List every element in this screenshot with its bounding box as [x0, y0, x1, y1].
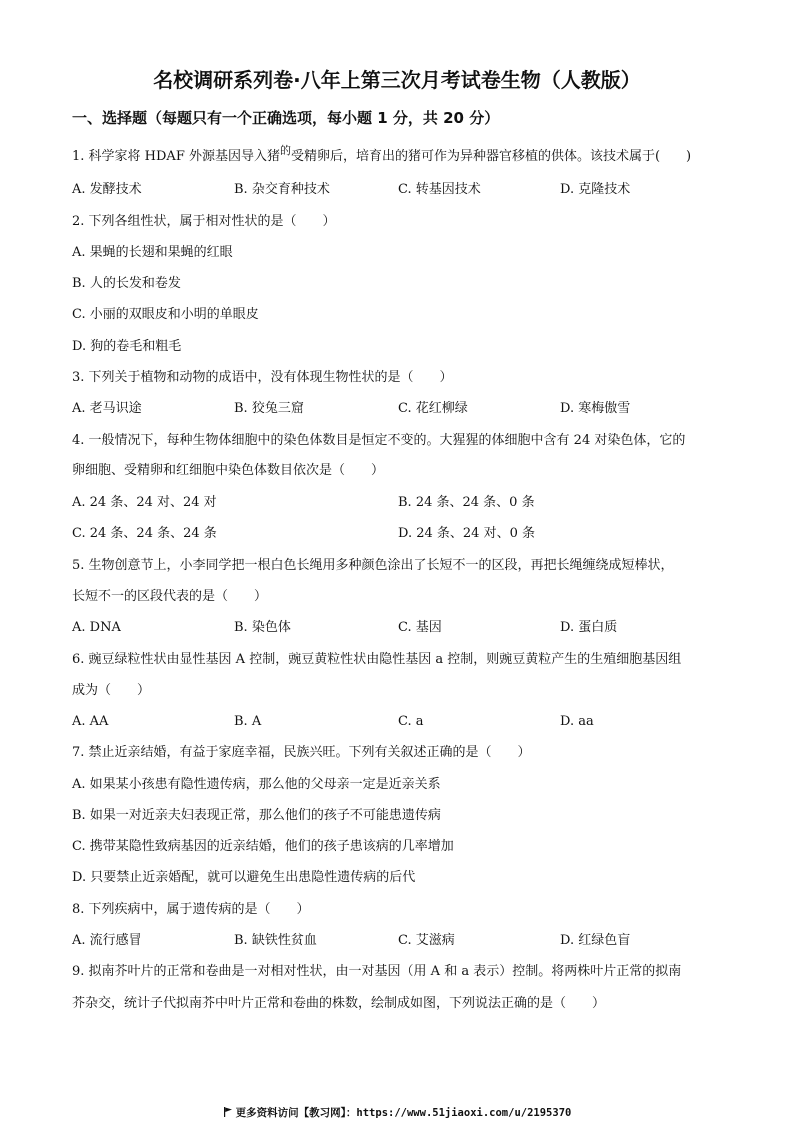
question-2-option-a: A. 果蝇的长翅和果蝇的红眼 [72, 245, 233, 260]
question-7-option-c: C. 携带某隐性致病基因的近亲结婚，他们的孩子患该病的几率增加 [72, 839, 454, 854]
question-4-option-d: D. 24 条、24 对、0 条 [398, 526, 535, 541]
footer-text: 更多资料访问【教习网】：https://www.51jiaoxi.com/u/2195370 [235, 1107, 572, 1119]
question-1-option-d: D. 克隆技术 [560, 182, 631, 197]
question-4-option-a: A. 24 条、24 对、24 对 [72, 495, 217, 510]
question-5-stem-line-1: 5. 生物创意节上，小李同学把一根白色长绳用多种颜色涂出了长短不一的区段，再把长绳缠绕成短棒状， [72, 558, 674, 573]
question-8-option-b: B. 缺铁性贫血 [234, 933, 317, 948]
question-2-option-d: D. 狗的卷毛和粗毛 [72, 339, 182, 354]
question-8-option-c: C. 艾滋病 [398, 933, 455, 948]
question-2-stem: 2. 下列各组性状，属于相对性状的是（ ） [72, 214, 336, 229]
question-5-option-b: B. 染色体 [234, 620, 291, 635]
question-3-option-b: B. 狡兔三窟 [234, 401, 304, 416]
question-7-option-b: B. 如果一对近亲夫妇表现正常，那么他们的孩子不可能患遗传病 [72, 808, 441, 823]
question-2-option-c: C. 小丽的双眼皮和小明的单眼皮 [72, 307, 259, 322]
question-8-option-d: D. 红绿色盲 [560, 933, 631, 948]
question-5-option-d: D. 蛋白质 [560, 620, 618, 635]
question-1-superscript: 的 [279, 144, 291, 157]
question-7-option-d: D. 只要禁止近亲婚配，就可以避免生出患隐性遗传病的后代 [72, 870, 416, 885]
question-4-option-b: B. 24 条、24 条、0 条 [398, 495, 535, 510]
question-5-option-a: A. DNA [72, 620, 121, 635]
question-7-stem: 7. 禁止近亲结婚，有益于家庭幸福，民族兴旺。下列有关叙述正确的是（ ） [72, 745, 531, 760]
question-6-option-b: B. A [234, 714, 262, 729]
question-6-stem-line-1: 6. 豌豆绿粒性状由显性基因 A 控制，豌豆黄粒性状由隐性基因 a 控制，则豌豆黄粒产生的生殖细胞基因组 [72, 652, 682, 667]
flag-icon [223, 1107, 233, 1117]
question-2-option-b: B. 人的长发和卷发 [72, 276, 181, 291]
question-7-option-a: A. 如果某小孩患有隐性遗传病，那么他的父母亲一定是近亲关系 [72, 777, 441, 792]
question-9-stem-line-2: 芥杂交，统计子代拟南芥中叶片正常和卷曲的株数，绘制成如图，下列说法正确的是（ ） [72, 996, 606, 1011]
question-4-stem-line-2: 卵细胞、受精卵和红细胞中染色体数目依次是（ ） [72, 463, 385, 478]
question-3-option-d: D. 寒梅傲雪 [560, 401, 631, 416]
question-1-option-b: B. 杂交育种技术 [234, 182, 330, 197]
section-heading: 一、选择题（每题只有一个正确选项，每小题 1 分，共 20 分） [72, 109, 500, 127]
question-6-option-d: D. aa [560, 714, 594, 729]
question-6-option-c: C. a [398, 714, 424, 729]
question-3-option-c: C. 花红柳绿 [398, 401, 468, 416]
question-4-option-c: C. 24 条、24 条、24 条 [72, 526, 217, 541]
question-6-option-a: A. AA [72, 714, 109, 729]
question-5-option-c: C. 基因 [398, 620, 442, 635]
question-1-stem [72, 144, 732, 166]
question-4-stem-line-1: 4. 一般情况下，每种生物体细胞中的染色体数目是恒定不变的。大猩猩的体细胞中含有 24 对染色体，它的 [72, 433, 686, 448]
question-5-stem-line-2: 长短不一的区段代表的是（ ） [72, 589, 268, 604]
question-8-option-a: A. 流行感冒 [72, 933, 142, 948]
page-title: 名校调研系列卷·八年上第三次月考试卷生物（人教版） [153, 68, 641, 92]
question-1-option-a: A. 发酵技术 [72, 182, 142, 197]
question-1-text-a: 1. 科学家将 HDAF 外源基因导入猪 [72, 149, 280, 164]
question-1-text-b: 受精卵后，培育出的猪可作为异种器官移植的供体。该技术属于( ) [290, 149, 692, 164]
question-3-stem: 3. 下列关于植物和动物的成语中，没有体现生物性状的是（ ） [72, 370, 453, 385]
question-9-stem-line-1: 9. 拟南芥叶片的正常和卷曲是一对相对性状，由一对基因（用 A 和 a 表示）控制。将两株叶片正常的拟南 [72, 964, 682, 979]
question-6-stem-line-2: 成为（ ） [72, 683, 151, 698]
question-8-stem: 8. 下列疾病中，属于遗传病的是（ ） [72, 902, 310, 917]
question-3-option-a: A. 老马识途 [72, 401, 142, 416]
question-1-option-c: C. 转基因技术 [398, 182, 481, 197]
footer-link[interactable] [0, 1106, 794, 1120]
